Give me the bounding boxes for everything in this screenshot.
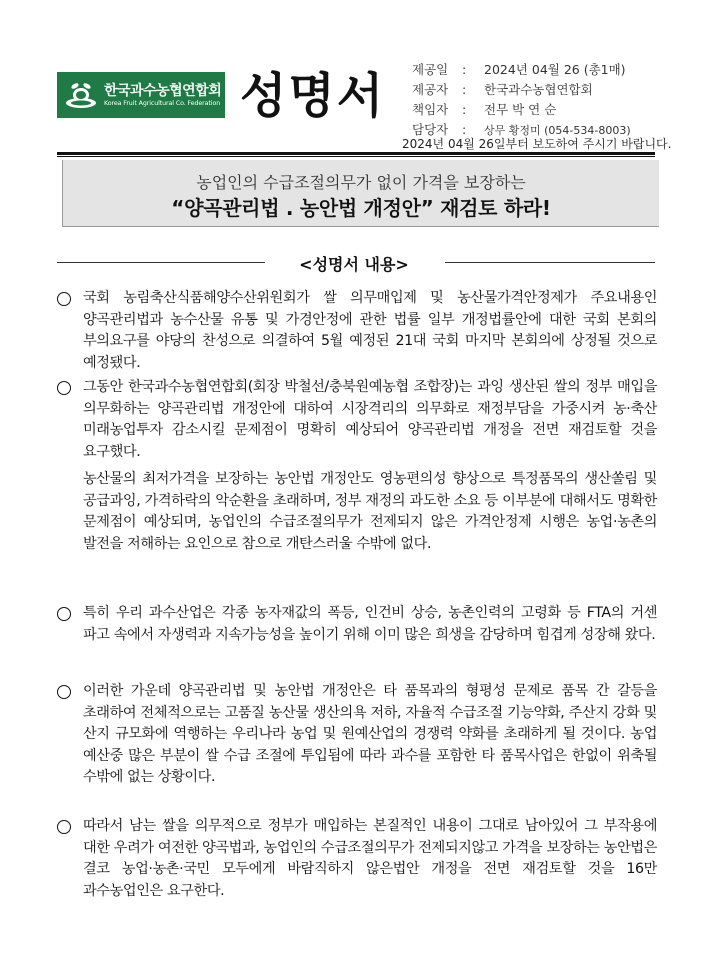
paragraph-text: 농산물의 최저가격을 보장하는 농안법 개정안도 영농편의성 향상으로 특정품목의 생산쏠림 및 공급과잉, 가격하락의 악순환을 초래하며, 정부 재정의 과도한 소요 등 이부분에 대해서도 명확한 문제점이 예상되며, 농업인의 수급조절의무가 전제되지 않은 가격안정제 시행은 농업·농촌의 발전을 저해하는 요인으로 참으로 개탄스러울 수밖에 없다. [83, 471, 657, 552]
logo-text [104, 83, 221, 108]
paragraph-text: 특히 우리 과수산업은 각종 농자재값의 폭등, 인건비 상승, 농촌인력의 고령화 등 FTA의 거센 파고 속에서 자생력과 지속가능성을 높이기 위해 이미 많은 희생을 감당하며 힘겹게 성장해 왔다. [83, 605, 657, 643]
meta-row-manager: 책임자 : 전무 박 연 순 [412, 100, 631, 120]
circle-bullet-icon [57, 607, 71, 621]
meta-value: 전무 박 연 순 [484, 102, 557, 117]
meta-label: 담당자 [412, 122, 449, 137]
logo-name-en: Korea Fruit Agricultural Co. Federation [104, 99, 221, 107]
meta-value: 2024년 04월 26 (총1매) [484, 62, 626, 77]
meta-value: 한국과수농협연합회 [484, 82, 593, 97]
meta-value: 상무 황정미 (054-534-8003) [484, 124, 631, 137]
organization-logo [57, 72, 225, 118]
meta-row-contact: 담당자 : 상무 황정미 (054-534-8003) [412, 120, 631, 140]
headline-subtitle: 농업인의 수급조절의무가 없이 가격을 보장하는 [196, 173, 526, 192]
press-meta [412, 60, 631, 140]
header-rule-thin [57, 156, 655, 157]
paragraph [57, 288, 657, 374]
circle-bullet-icon [57, 292, 71, 306]
header-rule-thick [57, 152, 655, 155]
meta-label: 제공일 [412, 62, 449, 77]
paragraph [57, 603, 657, 646]
meta-row-date: 제공일 : 2024년 04월 26 (총1매) [412, 60, 631, 80]
circle-bullet-icon [57, 685, 71, 699]
paragraph-text: 그동안 한국과수농협연합회(회장 박철선/충북원예농협 조합장)는 과잉 생산된 쌀의 정부 매입을 의무화하는 양곡관리법 개정안에 대하여 시장격리의 의무화로 재정부담을 가중시켜 농·축산 미래농업투자 감소시킬 문제점이 명확히 예상되어 양곡관리법 개정을 전면 재검토할 것을 요구했다. [83, 379, 657, 460]
release-note: 2024년 04월 26일부터 보도하여 주시기 바랍니다. [402, 137, 672, 151]
paragraph [57, 469, 657, 555]
paragraph [57, 377, 657, 463]
headline-title: “양곡관리법 . 농안법 개정안” 재검토 하라! [171, 196, 551, 220]
paragraph-text: 따라서 남는 쌀을 의무적으로 정부가 매입하는 본질적인 내용이 그대로 남아있어 그 부작용에 대한 우려가 여전한 양곡법과, 농업인의 수급조절의무가 전제되지않고 가격을 보장하는 농안법은 결코 농업·농촌·국민 모두에게 바람직하지 않은법안 개정을 전면 재검토할 것을 16만 과수농업인은 요구한다. [83, 818, 657, 899]
meta-row-provider: 제공자 : 한국과수농협연합회 [412, 80, 631, 100]
circle-bullet-icon [57, 820, 71, 834]
document-title: 성명서 [240, 68, 386, 124]
paragraph [57, 681, 657, 789]
meta-label: 책임자 [412, 102, 449, 117]
fruit-emblem-icon [61, 75, 101, 115]
paragraph-text: 이러한 가운데 양곡관리법 및 농안법 개정안은 타 품목과의 형평성 문제로 품목 간 갈등을 초래하여 전체적으로는 고품질 농산물 생산의욕 저하, 자율적 수급조절 기능약화, 주산지 강화 및 산지 규모화에 역행하는 우리나라 농업 및 원예산업의 경쟁력 약화를 초래하게 될 것이다. 농업 예산중 많은 부분이 쌀 수급 조절에 투입됨에 따라 과수를 포함한 타 품목사업은 한없이 위축될 수밖에 없는 상황이다. [83, 683, 657, 785]
section-divider-right [445, 262, 655, 263]
headline-box [62, 160, 659, 227]
paragraph-text: 국회 농림축산식품해양수산위원회가 쌀 의무매입제 및 농산물가격안정제가 주요내용인 양곡관리법과 농수산물 유통 및 가경안정에 관한 법률 일부 개정법률안에 대한 국회 본회의 부의요구를 야당의 찬성으로 의결하여 5월 예정된 21대 국회 마지막 본회의에 상정될 것으로 예정됐다. [83, 290, 657, 371]
section-title: <성명서 내용> [299, 255, 409, 274]
circle-bullet-icon [57, 381, 71, 395]
paragraph [57, 816, 657, 902]
meta-label: 제공자 [412, 82, 449, 97]
logo-name-kr: 한국과수농협연합회 [104, 82, 222, 99]
